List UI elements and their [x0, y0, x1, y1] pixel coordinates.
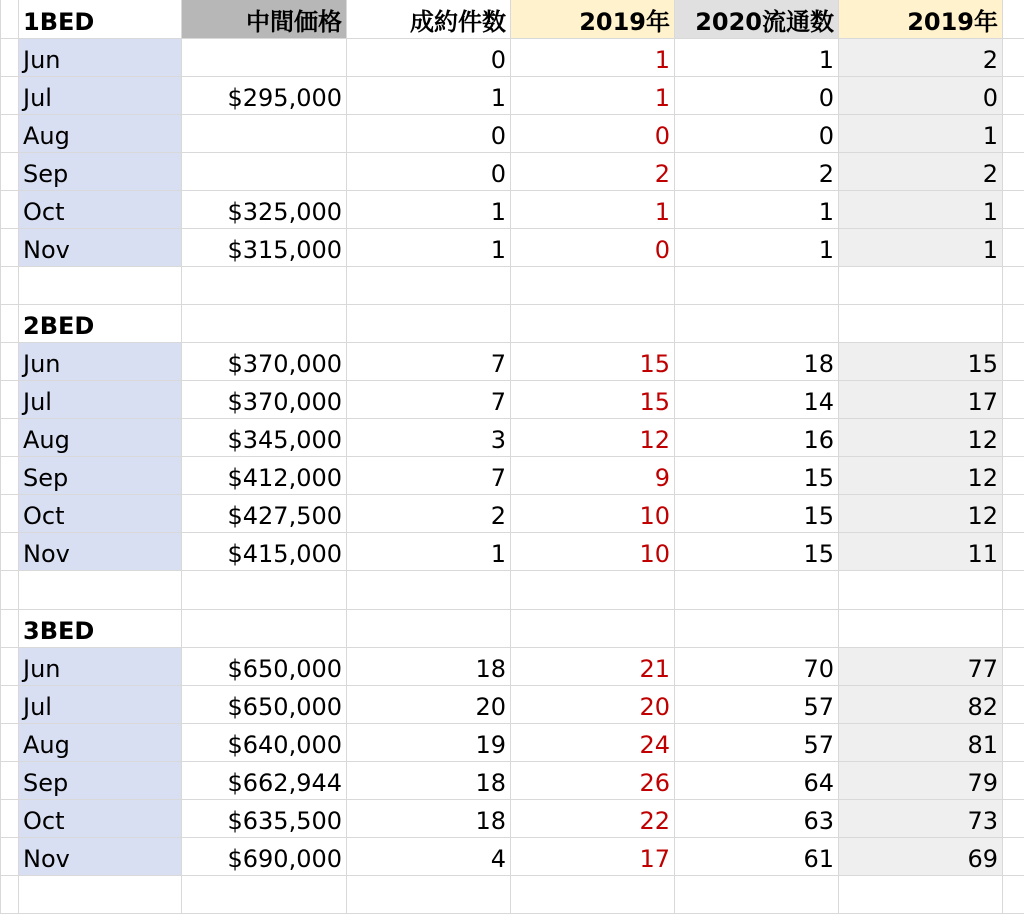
month-cell[interactable]: Oct	[19, 190, 182, 228]
listings-2020-cell[interactable]: 57	[675, 685, 839, 723]
empty-cell[interactable]	[839, 609, 1003, 647]
listings-2020-cell[interactable]: 1	[675, 38, 839, 76]
trailing-cell[interactable]	[1003, 647, 1024, 685]
sales-2019-cell[interactable]: 12	[511, 419, 675, 457]
column-header-listings-2020[interactable]: 2020流通数	[675, 0, 839, 38]
table-row	[1, 190, 1024, 228]
row-gutter	[1, 343, 19, 381]
sales-2019-cell[interactable]: 20	[511, 685, 675, 723]
row-gutter	[1, 266, 19, 304]
table-row	[1, 723, 1024, 761]
empty-cell[interactable]	[182, 266, 347, 304]
empty-cell[interactable]	[675, 609, 839, 647]
sales-2019-cell[interactable]: 10	[511, 495, 675, 533]
column-header-sales-count[interactable]: 成約件数	[347, 0, 511, 38]
price-cell[interactable]: $650,000	[182, 647, 347, 685]
empty-cell[interactable]	[839, 875, 1003, 913]
listings-2020-cell[interactable]: 15	[675, 533, 839, 571]
sales-2019-cell[interactable]: 24	[511, 723, 675, 761]
price-cell[interactable]: $325,000	[182, 190, 347, 228]
listings-2020-cell[interactable]: 1	[675, 190, 839, 228]
empty-cell[interactable]	[675, 875, 839, 913]
month-cell[interactable]: Aug	[19, 419, 182, 457]
month-cell[interactable]: Nov	[19, 837, 182, 875]
month-cell[interactable]: Jun	[19, 38, 182, 76]
listings-2019-cell[interactable]: 79	[839, 761, 1003, 799]
sales-cell[interactable]: 0	[347, 152, 511, 190]
trailing-cell[interactable]	[1003, 761, 1024, 799]
listings-2020-cell[interactable]: 14	[675, 381, 839, 419]
row-gutter	[1, 571, 19, 609]
section-title-cell[interactable]: 2BED	[19, 305, 182, 343]
table-row	[1, 647, 1024, 685]
header-row	[1, 0, 1024, 38]
section-title-cell[interactable]: 1BED	[19, 0, 182, 38]
empty-cell[interactable]	[511, 571, 675, 609]
listings-2020-cell[interactable]: 70	[675, 647, 839, 685]
trailing-cell[interactable]	[1003, 0, 1024, 38]
month-cell[interactable]: Jun	[19, 343, 182, 381]
sales-cell[interactable]: 20	[347, 685, 511, 723]
sales-2019-cell[interactable]: 17	[511, 837, 675, 875]
sales-cell[interactable]: 18	[347, 799, 511, 837]
empty-cell[interactable]	[511, 305, 675, 343]
sales-2019-cell[interactable]: 21	[511, 647, 675, 685]
sales-cell[interactable]: 0	[347, 38, 511, 76]
blank-row	[1, 875, 1024, 913]
empty-cell[interactable]	[182, 609, 347, 647]
listings-2019-cell[interactable]: 81	[839, 723, 1003, 761]
month-cell[interactable]: Nov	[19, 533, 182, 571]
sales-cell[interactable]: 7	[347, 381, 511, 419]
trailing-cell[interactable]	[1003, 533, 1024, 571]
listings-2019-cell[interactable]: 2	[839, 152, 1003, 190]
trailing-cell[interactable]	[1003, 571, 1024, 609]
month-cell[interactable]: Jul	[19, 76, 182, 114]
empty-cell[interactable]	[675, 305, 839, 343]
trailing-cell[interactable]	[1003, 228, 1024, 266]
empty-cell[interactable]	[347, 875, 511, 913]
sales-2019-cell[interactable]: 2	[511, 152, 675, 190]
trailing-cell[interactable]	[1003, 381, 1024, 419]
sales-2019-cell[interactable]: 22	[511, 799, 675, 837]
section-title-row	[1, 305, 1024, 343]
trailing-cell[interactable]	[1003, 685, 1024, 723]
price-cell[interactable]: $412,000	[182, 457, 347, 495]
listings-2020-cell[interactable]: 15	[675, 457, 839, 495]
sales-cell[interactable]: 3	[347, 419, 511, 457]
row-gutter	[1, 152, 19, 190]
price-cell[interactable]	[182, 152, 347, 190]
sales-2019-cell[interactable]: 0	[511, 114, 675, 152]
listings-2019-cell[interactable]: 1	[839, 190, 1003, 228]
empty-cell[interactable]	[347, 609, 511, 647]
blank-row	[1, 571, 1024, 609]
blank-row	[1, 266, 1024, 304]
table-row	[1, 114, 1024, 152]
trailing-cell[interactable]	[1003, 76, 1024, 114]
row-gutter	[1, 533, 19, 571]
sales-cell[interactable]: 1	[347, 533, 511, 571]
row-gutter	[1, 457, 19, 495]
trailing-cell[interactable]	[1003, 152, 1024, 190]
row-gutter	[1, 228, 19, 266]
empty-cell[interactable]	[839, 305, 1003, 343]
empty-cell[interactable]	[182, 305, 347, 343]
row-gutter	[1, 305, 19, 343]
empty-cell[interactable]	[347, 266, 511, 304]
sales-cell[interactable]: 1	[347, 190, 511, 228]
listings-2019-cell[interactable]: 0	[839, 76, 1003, 114]
row-gutter	[1, 875, 19, 913]
trailing-cell[interactable]	[1003, 495, 1024, 533]
price-cell[interactable]: $690,000	[182, 837, 347, 875]
listings-2020-cell[interactable]: 57	[675, 723, 839, 761]
price-cell[interactable]: $370,000	[182, 343, 347, 381]
table-row	[1, 381, 1024, 419]
month-cell[interactable]: Oct	[19, 799, 182, 837]
table-row	[1, 343, 1024, 381]
listings-2019-cell[interactable]: 12	[839, 495, 1003, 533]
month-cell[interactable]: Sep	[19, 457, 182, 495]
row-gutter	[1, 114, 19, 152]
price-cell[interactable]: $640,000	[182, 723, 347, 761]
listings-2020-cell[interactable]: 18	[675, 343, 839, 381]
empty-cell[interactable]	[182, 875, 347, 913]
table-row	[1, 799, 1024, 837]
month-cell[interactable]: Jun	[19, 647, 182, 685]
row-gutter	[1, 419, 19, 457]
price-cell[interactable]: $427,500	[182, 495, 347, 533]
price-cell[interactable]: $635,500	[182, 799, 347, 837]
price-cell[interactable]	[182, 38, 347, 76]
sales-2019-cell[interactable]: 15	[511, 381, 675, 419]
row-gutter	[1, 38, 19, 76]
empty-cell[interactable]	[675, 266, 839, 304]
sales-2019-cell[interactable]: 1	[511, 38, 675, 76]
listings-2020-cell[interactable]: 16	[675, 419, 839, 457]
empty-cell[interactable]	[675, 571, 839, 609]
table-row	[1, 228, 1024, 266]
month-cell[interactable]: Jul	[19, 685, 182, 723]
row-gutter	[1, 761, 19, 799]
price-cell[interactable]: $345,000	[182, 419, 347, 457]
sales-2019-cell[interactable]: 1	[511, 190, 675, 228]
table-row	[1, 837, 1024, 875]
listings-2019-cell[interactable]: 82	[839, 685, 1003, 723]
row-gutter	[1, 837, 19, 875]
price-cell[interactable]: $370,000	[182, 381, 347, 419]
listings-2020-cell[interactable]: 63	[675, 799, 839, 837]
price-cell[interactable]: $315,000	[182, 228, 347, 266]
month-cell[interactable]: Aug	[19, 723, 182, 761]
trailing-cell[interactable]	[1003, 609, 1024, 647]
sales-2019-cell[interactable]: 26	[511, 761, 675, 799]
row-gutter	[1, 799, 19, 837]
listings-2020-cell[interactable]: 0	[675, 76, 839, 114]
column-header-sales-2019[interactable]: 2019年	[511, 0, 675, 38]
empty-cell[interactable]	[19, 875, 182, 913]
listings-2019-cell[interactable]: 15	[839, 343, 1003, 381]
table-row	[1, 76, 1024, 114]
row-gutter	[1, 190, 19, 228]
sales-cell[interactable]: 1	[347, 76, 511, 114]
row-gutter	[1, 685, 19, 723]
month-cell[interactable]: Aug	[19, 114, 182, 152]
sales-2019-cell[interactable]: 1	[511, 76, 675, 114]
trailing-cell[interactable]	[1003, 266, 1024, 304]
table-row	[1, 685, 1024, 723]
listings-2019-cell[interactable]: 12	[839, 457, 1003, 495]
empty-cell[interactable]	[182, 571, 347, 609]
empty-cell[interactable]	[511, 875, 675, 913]
row-gutter	[1, 0, 19, 38]
table-row	[1, 761, 1024, 799]
sales-cell[interactable]: 4	[347, 837, 511, 875]
sales-cell[interactable]: 18	[347, 761, 511, 799]
table-row	[1, 495, 1024, 533]
table-row	[1, 419, 1024, 457]
empty-cell[interactable]	[19, 571, 182, 609]
month-cell[interactable]: Oct	[19, 495, 182, 533]
price-cell[interactable]	[182, 114, 347, 152]
trailing-cell[interactable]	[1003, 343, 1024, 381]
table-row	[1, 152, 1024, 190]
listings-2020-cell[interactable]: 64	[675, 761, 839, 799]
listings-2020-cell[interactable]: 15	[675, 495, 839, 533]
empty-cell[interactable]	[347, 571, 511, 609]
row-gutter	[1, 723, 19, 761]
listings-2020-cell[interactable]: 61	[675, 837, 839, 875]
sales-cell[interactable]: 1	[347, 228, 511, 266]
trailing-cell[interactable]	[1003, 837, 1024, 875]
column-header-listings-2019[interactable]: 2019年	[839, 0, 1003, 38]
sales-2019-cell[interactable]: 0	[511, 228, 675, 266]
listings-2019-cell[interactable]: 11	[839, 533, 1003, 571]
empty-cell[interactable]	[839, 266, 1003, 304]
listings-2020-cell[interactable]: 0	[675, 114, 839, 152]
empty-cell[interactable]	[19, 266, 182, 304]
row-gutter	[1, 609, 19, 647]
trailing-cell[interactable]	[1003, 114, 1024, 152]
listings-2019-cell[interactable]: 17	[839, 381, 1003, 419]
empty-cell[interactable]	[511, 609, 675, 647]
table-row	[1, 38, 1024, 76]
listings-2019-cell[interactable]: 12	[839, 419, 1003, 457]
sales-cell[interactable]: 7	[347, 343, 511, 381]
listings-2019-cell[interactable]: 73	[839, 799, 1003, 837]
listings-2020-cell[interactable]: 1	[675, 228, 839, 266]
listings-2019-cell[interactable]: 1	[839, 228, 1003, 266]
month-cell[interactable]: Jul	[19, 381, 182, 419]
row-gutter	[1, 495, 19, 533]
month-cell[interactable]: Sep	[19, 152, 182, 190]
empty-cell[interactable]	[347, 305, 511, 343]
sales-cell[interactable]: 0	[347, 114, 511, 152]
trailing-cell[interactable]	[1003, 723, 1024, 761]
section-title-row	[1, 609, 1024, 647]
trailing-cell[interactable]	[1003, 305, 1024, 343]
price-cell[interactable]: $295,000	[182, 76, 347, 114]
row-gutter	[1, 647, 19, 685]
table-row	[1, 457, 1024, 495]
empty-cell[interactable]	[511, 266, 675, 304]
trailing-cell[interactable]	[1003, 875, 1024, 913]
price-cell[interactable]: $650,000	[182, 685, 347, 723]
listings-2019-cell[interactable]: 69	[839, 837, 1003, 875]
column-header-median-price[interactable]: 中間価格	[182, 0, 347, 38]
sales-2019-cell[interactable]: 15	[511, 343, 675, 381]
sales-cell[interactable]: 18	[347, 647, 511, 685]
month-cell[interactable]: Sep	[19, 761, 182, 799]
trailing-cell[interactable]	[1003, 799, 1024, 837]
trailing-cell[interactable]	[1003, 419, 1024, 457]
sales-cell[interactable]: 2	[347, 495, 511, 533]
sales-2019-cell[interactable]: 10	[511, 533, 675, 571]
trailing-cell[interactable]	[1003, 190, 1024, 228]
month-cell[interactable]: Nov	[19, 228, 182, 266]
listings-2019-cell[interactable]: 77	[839, 647, 1003, 685]
sales-2019-cell[interactable]: 9	[511, 457, 675, 495]
row-gutter	[1, 381, 19, 419]
empty-cell[interactable]	[839, 571, 1003, 609]
table-row	[1, 533, 1024, 571]
listings-2019-cell[interactable]: 2	[839, 38, 1003, 76]
sales-cell[interactable]: 19	[347, 723, 511, 761]
trailing-cell[interactable]	[1003, 457, 1024, 495]
listings-2019-cell[interactable]: 1	[839, 114, 1003, 152]
sales-cell[interactable]: 7	[347, 457, 511, 495]
row-gutter	[1, 76, 19, 114]
section-title-cell[interactable]: 3BED	[19, 609, 182, 647]
price-cell[interactable]: $662,944	[182, 761, 347, 799]
trailing-cell[interactable]	[1003, 38, 1024, 76]
price-cell[interactable]: $415,000	[182, 533, 347, 571]
listings-2020-cell[interactable]: 2	[675, 152, 839, 190]
